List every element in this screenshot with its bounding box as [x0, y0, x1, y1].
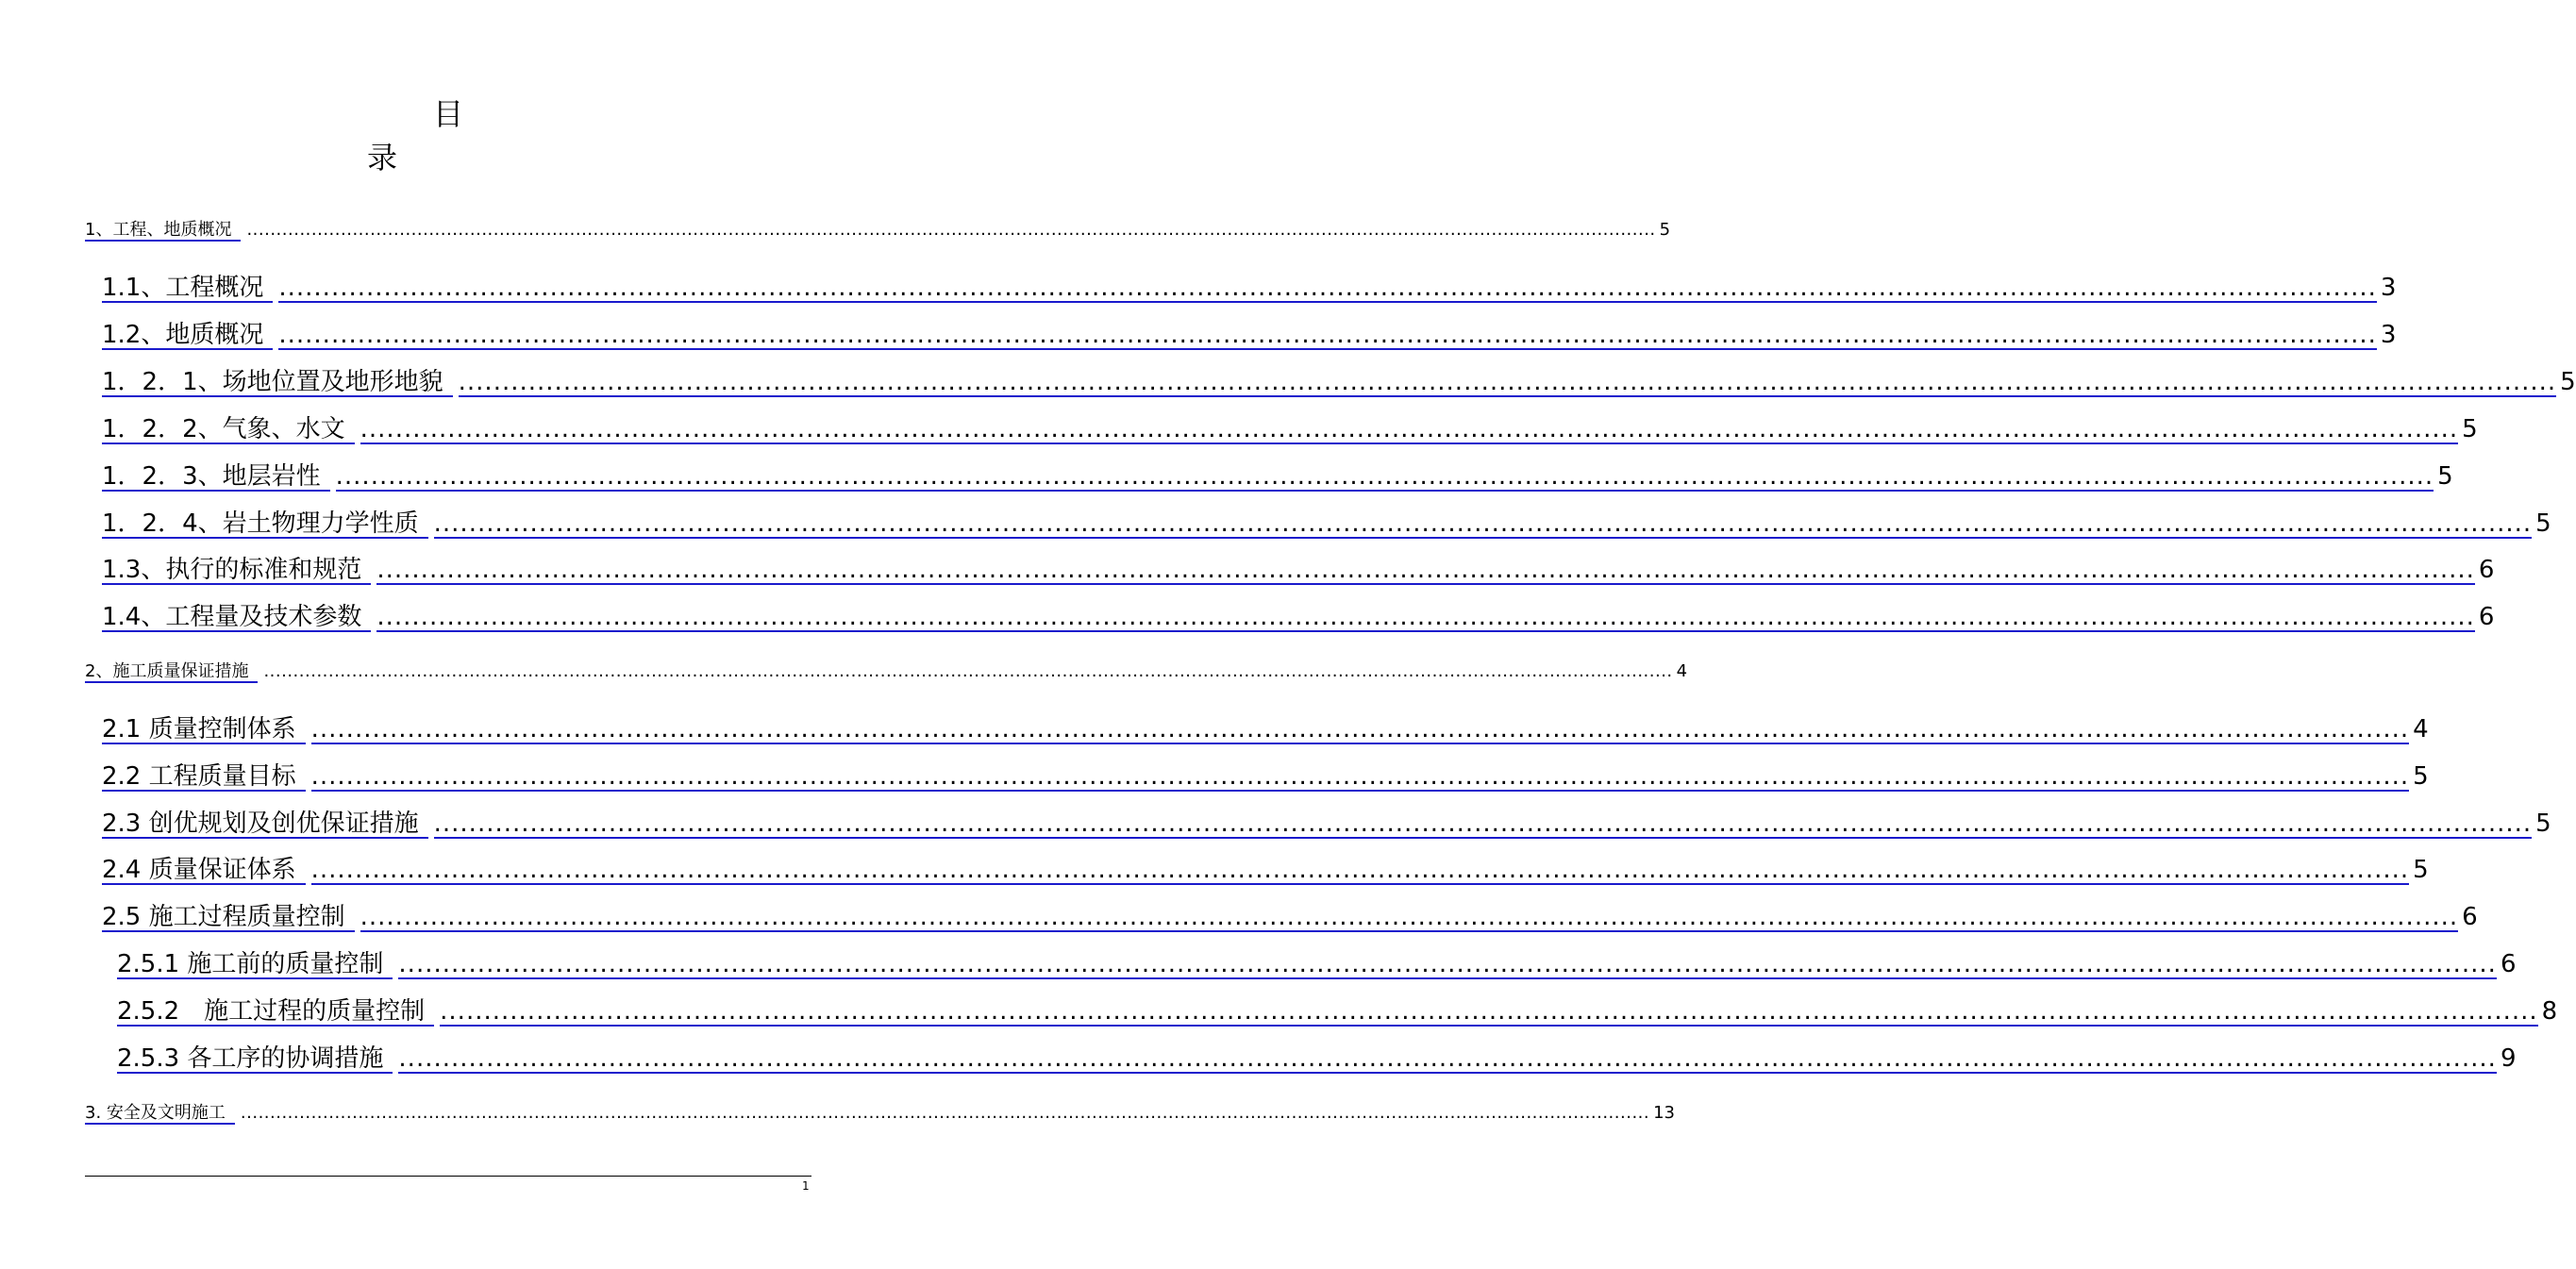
toc-entry-label[interactable]: 1.3、执行的标准和规范	[102, 558, 371, 585]
toc-entry-label[interactable]: 2.5 施工过程质量控制	[102, 905, 355, 932]
toc-entry-2-2[interactable]	[102, 762, 2429, 792]
toc-entry-label[interactable]: 2.4 质量保证体系	[102, 858, 306, 885]
toc-entry-1-2-3[interactable]	[102, 462, 2453, 492]
toc-entry-label[interactable]: 1．2．3、地层岩性	[102, 464, 330, 492]
toc-entry-label[interactable]: 2.5.2 施工过程的质量控制	[117, 999, 434, 1027]
toc-entry-page: 3	[2380, 274, 2397, 302]
toc-entry-page: 5	[2462, 415, 2478, 443]
toc-entry-label[interactable]: 1、工程、地质概况	[85, 222, 241, 242]
toc-entry-label[interactable]: 1.4、工程量及技术参数	[102, 605, 371, 632]
toc-leader-dots	[440, 999, 2538, 1027]
toc-entry-label[interactable]: 3. 安全及文明施工	[85, 1105, 235, 1125]
toc-entry-3[interactable]	[85, 1103, 1676, 1125]
toc-leader-dots	[360, 905, 2459, 932]
toc-entry-1-2-1[interactable]	[102, 368, 2576, 397]
toc-entry-label[interactable]: 2.1 质量控制体系	[102, 717, 306, 744]
toc-entry-label[interactable]: 2.2 工程质量目标	[102, 764, 306, 792]
toc-entry-page: 5	[1659, 220, 1671, 240]
toc-entry-page: 5	[2413, 856, 2429, 884]
toc-leader-dots	[459, 370, 2557, 397]
toc-entry-page: 5	[2437, 462, 2453, 491]
toc-entry-1-2-4[interactable]	[102, 509, 2551, 539]
toc-leader-dots	[434, 511, 2533, 539]
toc-entry-2-5[interactable]	[102, 903, 2478, 932]
toc-leader-dots	[311, 858, 2410, 885]
toc-entry-page: 8	[2541, 997, 2558, 1026]
toc-entry-page: 3	[2380, 321, 2397, 349]
toc-entry-label[interactable]: 2.5.3 各工序的协调措施	[117, 1046, 393, 1074]
toc-entry-label[interactable]: 2、施工质量保证措施	[85, 663, 258, 683]
toc-entry-2-4[interactable]	[102, 856, 2429, 885]
toc-entry-page: 4	[2413, 715, 2429, 743]
toc-entry-label[interactable]: 1．2．4、岩土物理力学性质	[102, 511, 428, 539]
toc-entry-label[interactable]: 1．2．2、气象、水文	[102, 417, 355, 444]
toc-entry-1-2[interactable]	[102, 321, 2397, 350]
toc-entry-page: 5	[2413, 762, 2429, 791]
toc-leader-dots	[360, 417, 2459, 444]
toc-leader-dots	[336, 464, 2434, 492]
toc-leader-dots	[376, 558, 2475, 585]
toc-leader-dots	[263, 663, 1672, 681]
toc-leader-dots	[398, 952, 2497, 979]
toc-entry-page: 6	[2478, 603, 2495, 631]
toc-entry-page: 4	[1676, 661, 1688, 681]
toc-entry-2[interactable]	[85, 661, 1688, 683]
footer-page-number: 1	[802, 1179, 810, 1193]
toc-entry-label[interactable]: 1．2．1、场地位置及地形地貌	[102, 370, 453, 397]
toc-leader-dots	[241, 1105, 1649, 1123]
toc-entry-page: 6	[2462, 903, 2478, 931]
toc-entry-1[interactable]	[85, 220, 1671, 242]
toc-entry-page: 6	[2500, 950, 2517, 978]
toc-leader-dots	[376, 605, 2475, 632]
toc-entry-1-3[interactable]	[102, 556, 2495, 585]
toc-entry-page: 6	[2478, 556, 2495, 584]
toc-entry-page: 9	[2500, 1044, 2517, 1073]
toc-entry-label[interactable]: 1.2、地质概况	[102, 323, 273, 350]
toc-entry-page: 5	[2535, 810, 2551, 838]
toc-leader-dots	[311, 764, 2410, 792]
toc-leader-dots	[398, 1046, 2497, 1074]
page-title: 目 录	[366, 96, 1083, 175]
toc-leader-dots	[434, 811, 2533, 839]
toc-entry-page: 13	[1653, 1103, 1676, 1123]
toc-entry-2-5-3[interactable]	[117, 1044, 2517, 1074]
toc-entry-2-5-1[interactable]	[117, 950, 2517, 979]
toc-entry-label[interactable]: 1.1、工程概况	[102, 276, 273, 303]
toc-entry-2-5-2[interactable]	[117, 997, 2558, 1027]
toc-entry-label[interactable]: 2.3 创优规划及创优保证措施	[102, 811, 428, 839]
toc-entry-page: 5	[2560, 368, 2576, 396]
footer-divider	[85, 1176, 811, 1177]
toc-leader-dots	[278, 276, 2377, 303]
toc-entry-1-4[interactable]	[102, 603, 2495, 632]
toc-entry-label[interactable]: 2.5.1 施工前的质量控制	[117, 952, 393, 979]
toc-entry-2-3[interactable]	[102, 810, 2551, 839]
toc-leader-dots	[311, 717, 2410, 744]
toc-leader-dots	[246, 222, 1655, 240]
toc-leader-dots	[278, 323, 2377, 350]
toc-entry-1-1[interactable]	[102, 274, 2397, 303]
toc-entry-2-1[interactable]	[102, 715, 2429, 744]
toc-entry-page: 5	[2535, 509, 2551, 538]
toc-entry-1-2-2[interactable]	[102, 415, 2478, 444]
